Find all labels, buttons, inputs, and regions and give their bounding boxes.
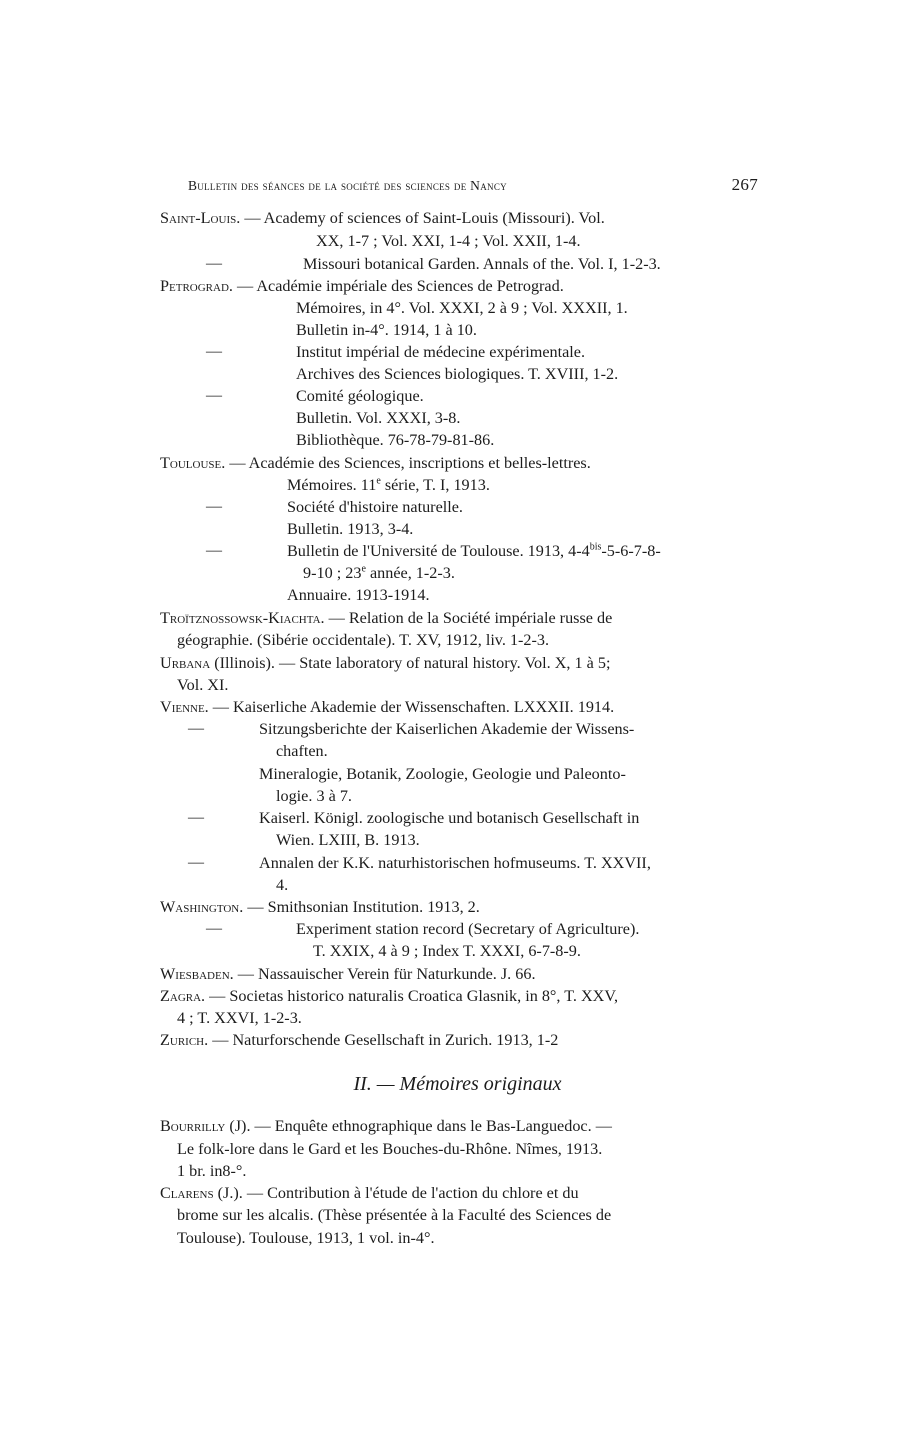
place-name: Troïtznossowsk-Kiachta. xyxy=(160,609,325,627)
ditto-dash: — xyxy=(206,920,222,937)
entry-line: logie. 3 à 7. xyxy=(276,787,352,805)
place-name: Toulouse. xyxy=(160,454,226,472)
entry-vienne xyxy=(160,697,614,717)
entry-text: — Academy of sciences of Saint-Louis (Missouri). Vol. xyxy=(244,209,605,227)
ditto-dash: — xyxy=(206,498,222,515)
ditto-dash: — xyxy=(188,854,204,871)
entry-line: XX, 1-7 ; Vol. XXI, 1-4 ; Vol. XXII, 1-4. xyxy=(316,232,581,250)
entry-text: — Societas historico naturalis Croatica Glasnik, in 8°, T. XXV, xyxy=(209,987,619,1005)
place-name: Washington. xyxy=(160,898,244,916)
entry-line: Le folk-lore dans le Gard et les Bouches-du-Rhône. Nîmes, 1913. xyxy=(177,1140,603,1158)
place-name: Saint-Louis. xyxy=(160,209,241,227)
entry-line: 1 br. in8-°. xyxy=(177,1162,247,1180)
entry-wiesbaden xyxy=(160,964,536,984)
place-name: Zurich. xyxy=(160,1031,209,1049)
entry-line: Archives des Sciences biologiques. T. XVIII, 1-2. xyxy=(296,365,619,383)
entry-toulouse xyxy=(160,453,591,473)
entry-line: T. XXIX, 4 à 9 ; Index T. XXXI, 6-7-8-9. xyxy=(313,942,581,960)
ditto-dash: — xyxy=(206,343,222,360)
entry-line: Experiment station record (Secretary of Agriculture). xyxy=(296,920,640,938)
place-name: Vienne. xyxy=(160,698,209,716)
entry-urbana xyxy=(160,653,610,673)
entry-line: Sitzungsberichte der Kaiserlichen Akademie der Wissens- xyxy=(259,720,635,738)
entry-petrograd xyxy=(160,276,564,296)
entry-text: — Relation de la Société impériale russe de xyxy=(328,609,613,627)
entry-line: Wien. LXIII, B. 1913. xyxy=(276,831,420,849)
entry-line: Institut impérial de médecine expérimentale. xyxy=(296,343,586,361)
memoire-bourrilly xyxy=(160,1116,612,1136)
entry-text: — Nassauischer Verein für Naturkunde. J. 66. xyxy=(237,965,536,983)
entry-text: — Naturforschende Gesellschaft in Zurich. 1913, 1-2 xyxy=(212,1031,559,1049)
entry-line: Mineralogie, Botanik, Zoologie, Geologie und Paleonto- xyxy=(259,765,626,783)
entry-line: Société d'histoire naturelle. xyxy=(287,498,463,516)
entry-line: géographie. (Sibérie occidentale). T. XV, 1912, liv. 1-2-3. xyxy=(177,631,550,649)
entry-line: Annuaire. 1913-1914. xyxy=(287,586,430,604)
place-name: Wiesbaden. xyxy=(160,965,234,983)
entry-line: 9-10 ; 23e année, 1-2-3. xyxy=(303,563,455,582)
author-name: Bourrilly xyxy=(160,1117,226,1135)
entry-line: Bulletin in-4°. 1914, 1 à 10. xyxy=(296,321,477,339)
ditto-dash: — xyxy=(188,809,204,826)
entry-line: Comité géologique. xyxy=(296,387,424,405)
entry-line: Bibliothèque. 76-78-79-81-86. xyxy=(296,431,495,449)
entry-text: — Smithsonian Institution. 1913, 2. xyxy=(247,898,480,916)
ditto-dash: — xyxy=(206,542,222,559)
entry-text: — Kaiserliche Akademie der Wissenschaften. LXXXII. 1914. xyxy=(212,698,615,716)
entry-troitznossowsk xyxy=(160,608,612,628)
running-header xyxy=(188,175,758,197)
entry-line: Kaiserl. Königl. zoologische und botanisch Gesellschaft in xyxy=(259,809,640,827)
entry-text: (J). — Enquête ethnographique dans le Bas-Languedoc. — xyxy=(229,1117,612,1135)
entry-line: Annalen der K.K. naturhistorischen hofmuseums. T. XXVII, xyxy=(259,854,651,872)
entry-line: Bulletin. Vol. XXXI, 3-8. xyxy=(296,409,461,427)
entry-text: (J.). — Contribution à l'étude de l'action du chlore et du xyxy=(217,1184,579,1202)
entry-saint-louis xyxy=(160,208,605,228)
entry-line: Bulletin. 1913, 3-4. xyxy=(287,520,414,538)
entry-line: chaften. xyxy=(276,742,328,760)
entry-line: Bulletin de l'Université de Toulouse. 1913, $4-4^{bis}-5-6-7-8-$ xyxy=(287,541,661,560)
entry-text: — Académie des Sciences, inscriptions et belles-lettres. xyxy=(229,454,591,472)
place-name: Urbana xyxy=(160,654,211,672)
author-name: Clarens xyxy=(160,1184,214,1202)
entry-washington xyxy=(160,897,480,917)
entry-line: 4. xyxy=(276,876,289,894)
ditto-dash: — xyxy=(188,720,204,737)
memoire-clarens xyxy=(160,1183,579,1203)
ditto-dash: — xyxy=(206,255,222,272)
entry-line: Mémoires, in 4°. Vol. XXXI, 2 à 9 ; Vol. XXXII, 1. xyxy=(296,299,628,317)
page-number: 267 xyxy=(731,175,758,194)
entry-text: — Académie impériale des Sciences de Petrograd. xyxy=(236,277,564,295)
entry-line: Mémoires. 11e série, T. I, 1913. xyxy=(287,475,490,494)
ditto-dash: — xyxy=(206,387,222,404)
entry-zurich xyxy=(160,1030,558,1050)
entry-line: Vol. XI. xyxy=(177,676,229,694)
section-heading: II. — Mémoires originaux xyxy=(353,1073,562,1095)
entry-line: Toulouse). Toulouse, 1913, 1 vol. in-4°. xyxy=(177,1229,435,1247)
entry-line: brome sur les alcalis. (Thèse présentée à la Faculté des Sciences de xyxy=(177,1206,612,1224)
entry-line: Missouri botanical Garden. Annals of the. Vol. I, 1-2-3. xyxy=(303,255,661,273)
entry-line: 4 ; T. XXVI, 1-2-3. xyxy=(177,1009,302,1027)
header-title: Bulletin des séances de la société des sciences de Nancy xyxy=(188,178,507,193)
place-name: Zagra. xyxy=(160,987,206,1005)
entry-zagra xyxy=(160,986,618,1006)
place-name: Petrograd. xyxy=(160,277,233,295)
entry-text: (Illinois). — State laboratory of natural history. Vol. X, 1 à 5; xyxy=(214,654,611,672)
